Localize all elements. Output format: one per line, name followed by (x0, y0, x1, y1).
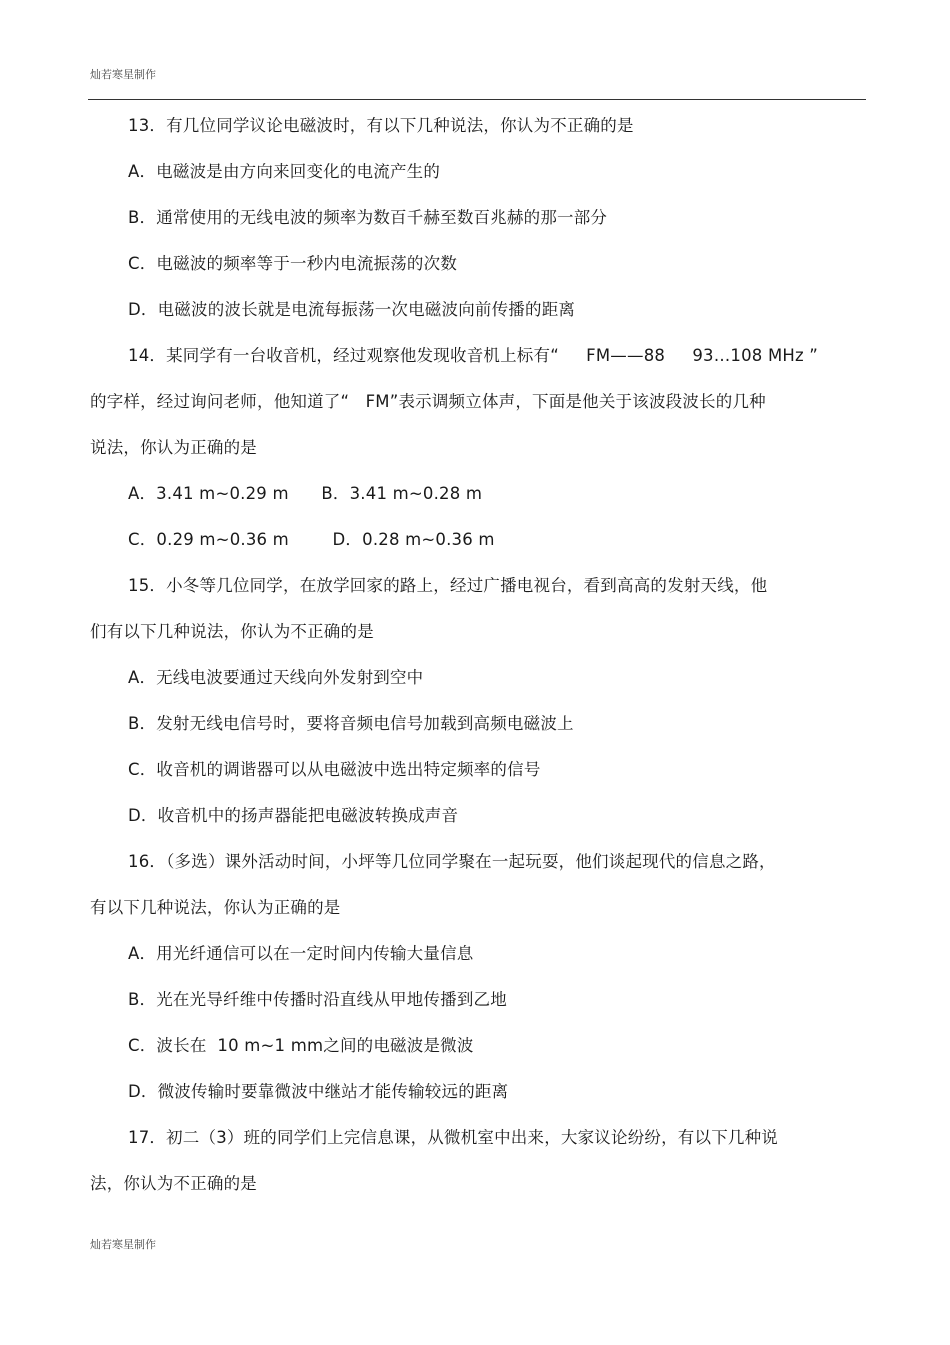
question-13-option-c: C．电磁波的频率等于一秒内电流振荡的次数 (128, 254, 458, 273)
question-16-option-c: C．波长在 10 m~1 mm之间的电磁波是微波 (128, 1036, 474, 1055)
question-14-options-cd: C．0.29 m~0.36 m D．0.28 m~0.36 m (128, 530, 495, 549)
question-16-stem-line2: 有以下几种说法，你认为正确的是 (90, 898, 341, 917)
question-16-stem-line1: 16．（多选）课外活动时间，小坪等几位同学聚在一起玩耍，他们谈起现代的信息之路， (128, 852, 776, 871)
question-15-stem-line1: 15．小冬等几位同学，在放学回家的路上，经过广播电视台，看到高高的发射天线，他 (128, 576, 768, 595)
question-14-stem-line1: 14．某同学有一台收音机，经过观察他发现收音机上标有“ FM——88 93…108 MHz ” (128, 346, 819, 365)
question-17-stem-line1: 17．初二（3）班的同学们上完信息课，从微机室中出来，大家议论纷纷，有以下几种说 (128, 1128, 778, 1147)
question-14-stem-line3: 说法，你认为正确的是 (90, 438, 257, 457)
header-divider (88, 99, 866, 100)
question-16-option-a: A．用光纤通信可以在一定时间内传输大量信息 (128, 944, 474, 963)
question-15-option-a: A．无线电波要通过天线向外发射到空中 (128, 668, 424, 687)
question-13-option-a: A．电磁波是由方向来回变化的电流产生的 (128, 162, 441, 181)
page-footer: 灿若寒星制作 (90, 1238, 156, 1251)
question-15-stem-line2: 们有以下几种说法，你认为不正确的是 (90, 622, 374, 641)
question-15-option-b: B．发射无线电信号时，要将音频电信号加载到高频电磁波上 (128, 714, 574, 733)
question-13-stem: 13．有几位同学议论电磁波时，有以下几种说法，你认为不正确的是 (128, 116, 634, 135)
question-13-option-b: B．通常使用的无线电波的频率为数百千赫至数百兆赫的那一部分 (128, 208, 608, 227)
question-13-option-d: D．电磁波的波长就是电流每振荡一次电磁波向前传播的距离 (128, 300, 576, 319)
question-15-option-d: D．收音机中的扬声器能把电磁波转换成声音 (128, 806, 459, 825)
question-16-option-d: D．微波传输时要靠微波中继站才能传输较远的距离 (128, 1082, 509, 1101)
question-16-option-b: B．光在光导纤维中传播时沿直线从甲地传播到乙地 (128, 990, 507, 1009)
question-14-options-ab: A．3.41 m~0.29 m B．3.41 m~0.28 m (128, 484, 483, 503)
question-15-option-c: C．收音机的调谐器可以从电磁波中选出特定频率的信号 (128, 760, 541, 779)
question-14-stem-line2: 的字样，经过询问老师，他知道了“ FM”表示调频立体声，下面是他关于该波段波长的几种 (90, 392, 766, 411)
question-17-stem-line2: 法，你认为不正确的是 (90, 1174, 257, 1193)
page-header: 灿若寒星制作 (90, 68, 156, 81)
